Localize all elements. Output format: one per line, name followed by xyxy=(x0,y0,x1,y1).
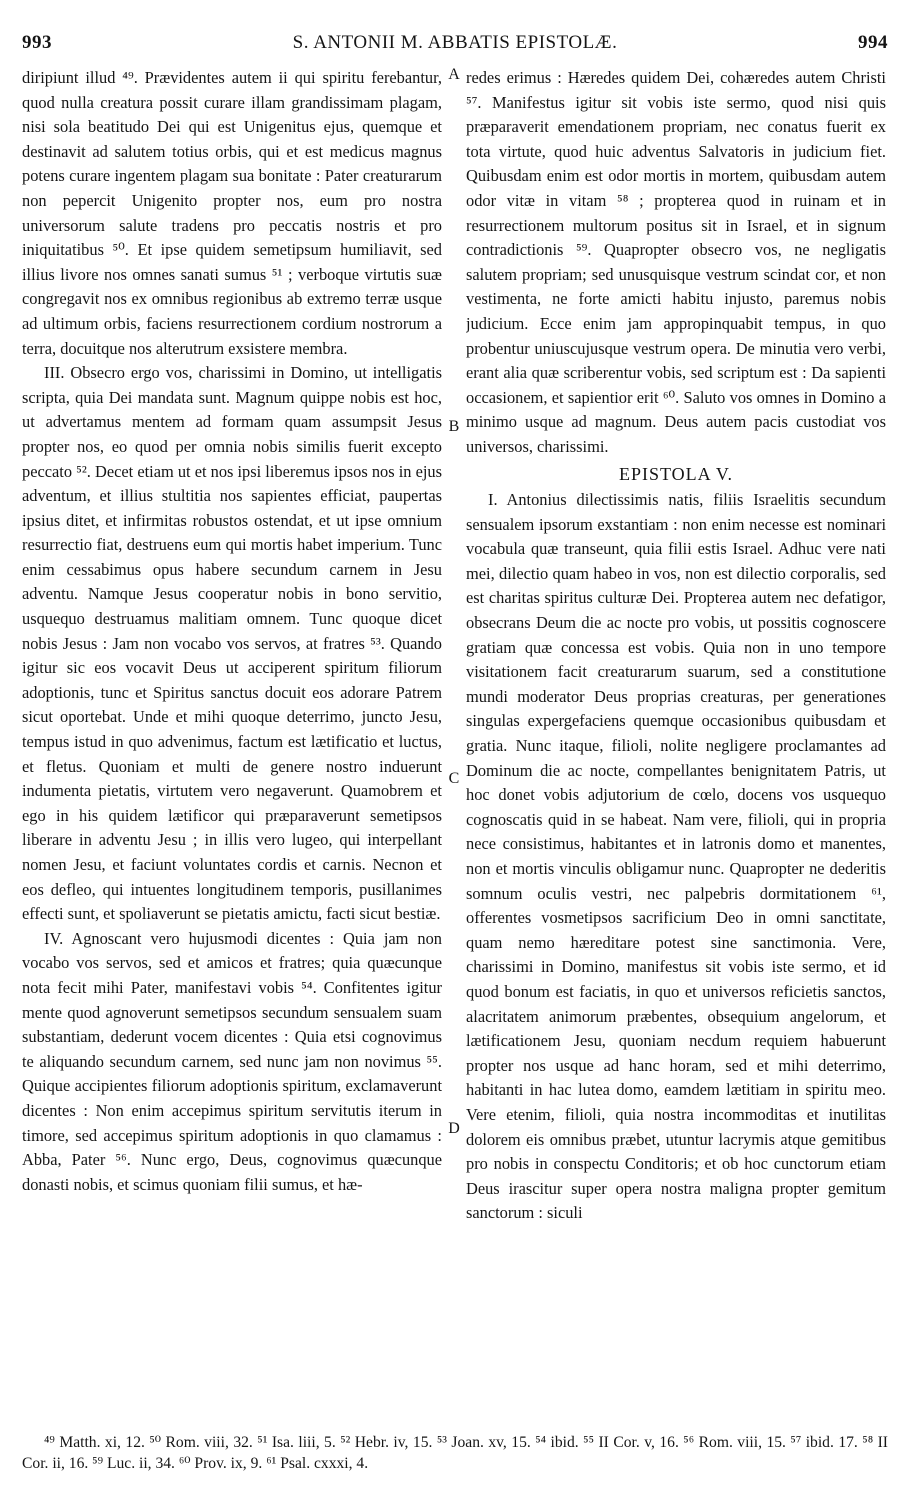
paragraph-right-1: redes erimus : Hæredes quidem Dei, cohæredes autem Christi ⁵⁷. Manifestus igitur sit vobis iste sermo, quod nisi quis præparaverit emendationem propriam, nec conatus fuerit ex tota virtute, quod huic adventus Salvatoris in judicium fiet. Quibusdam enim est odor mortis in mortem, quibusdam autem odor vitæ in vitam ⁵⁸ ; propterea quod in ruinam et in resurrectionem multorum positus sit in Israel, et in signum contradictionis ⁵⁹. Quapropter obsecro vos, ne negligatis salutem propriam; sed unusquisque vestrum scindat cor, et non vestimenta, ne forte amicti habitu injusto, paremus nobis judicium. Ecce enim jam appropinquabit tempus, in quo probentur uniuscujusque vestrum opera. De minutia vero verbi, erant alia quæ scriberentur vobis, sed scriptum est : Da sapienti occasionem, et sapientior erit ⁶⁰. Saluto vos omnes in Domino a minimo usque ad magnum. Deus autem pacis custodiat vos universos, charissimi. xyxy=(466,68,886,456)
footnotes xyxy=(22,1432,888,1474)
left-column xyxy=(22,66,442,1421)
margin-letter-a: A xyxy=(448,66,460,83)
margin-letter-d: D xyxy=(448,1120,460,1137)
margin-letter-c: C xyxy=(448,770,460,787)
page-number-right: 994 xyxy=(858,32,888,53)
paragraph-left-1: diripiunt illud ⁴⁹. Prævidentes autem ii qui spiritu ferebantur, quod nulla creatura possit curare illam grandissimam plagam, nisi sola beatitudo Dei qui est Unigenitus ejus, quemque et destinavit ad salutem totius orbis, qui et est medicus magnus potens curare ingentem plagam sua bonitate : Pater creaturarum non pepercit Unigenito propter nos, eum pro nostra universorum salute tradens pro peccatis nostris et pro iniquitatibus ⁵⁰. Et ipse quidem semetipsum humiliavit, sed illius livore nos omnes sanati sumus ⁵¹ ; verboque virtutis suæ congregavit nos ex omnibus regionibus ab extremo terræ usque ad ultimum orbis, faciens resurrectionem cordium nostrorum a terra, docuitque nos alterutrum exsistere membra. xyxy=(22,68,442,358)
page-number-left: 993 xyxy=(22,32,52,53)
paragraph-left-3: IV. Agnoscant vero hujusmodi dicentes : Quia jam non vocabo vos servos, sed et amicos et fratres; quia quæcunque nota fecit mihi Pater, manifestavi vobis ⁵⁴. Confitentes igitur mente quod agnoverunt semetipsos secundum sensualem suam substantiam, dederunt vocem dicentes : Quia etsi cognovimus te aliquando secundum carnem, sed nunc jam non novimus ⁵⁵. Quique accipientes filiorum adoptionis spiritum, exclamaverunt dicentes : Non enim accepimus spiritum servitutis iterum in timore, sed accepimus spiritum adoptionis in quo clamamus : Abba, Pater ⁵⁶. Nunc ergo, Deus, cognovimus quæcunque donasti nobis, et scimus quoniam filii sumus, et hæ- xyxy=(22,928,442,1194)
paragraph-right-2: I. Antonius dilectissimis natis, filiis Israelitis secundum sensualem ipsorum exstantiam : non enim necesse est nominari vocabula quæ transeunt, quia filii estis Israel. Adhuc vere nati mei, dilectio quam habeo in vos, non est dilectio corporalis, sed est charitas spiritus culturæ Dei. Propterea autem nec defatigor, obsecrans Deum die ac nocte pro vobis, ut possitis cognoscere gratiam quæ concessa est vobis. Quia non in uno tempore visitationem facit creaturarum suarum, sed a constitutione mundi moderator Deus proprias creaturas, per generationes singulas expergefaciens quemque occasionibus quibusdam et gratia. Nunc itaque, filioli, nolite negligere proclamantes ad Dominum die ac nocte, compellantes benignitatem Patris, ut hoc donet vobis adjutorium de cœlo, docens vos usquequo cognoscatis quid in se habeat. Nam vere, filioli, qui in propria nece consistimus, habitantes et in latronis domo et manentes, non et mortis vinculis obligamur nunc. Quapropter ne dederitis somnum oculis vestri, nec palpebris dormitationem ⁶¹, offerentes vosmetipsos sacrificium Deo in omni sanctitate, quam nemo hæreditare potest sine sanctimonia. Vere, charissimi in Domino, manifestus sit vobis iste sermo, et id quod bonum est faciatis, in quo et universos reficietis sanctos, alacritatem animorum præbentes, obsequium angelorum, et lætificationem Jesu, quoniam necdum requiem habuerunt propter nos usque ad hanc horam, sed et mihi deterrimo, habitanti in hac lutea domo, eamdem lætitiam in spiritu meo. Vere etenim, filioli, quia nostra incommoditas et inutilitas dolorem eis omnibus præbet, utuntur lacrymis atque gemitibus pro nobis in conspectu Conditoris; et ob hoc cunctorum etiam Deus irascitur super opera nostra maligna propter gemitum sanctorum : siculi xyxy=(466,490,886,1223)
right-column xyxy=(466,66,886,1421)
page-header xyxy=(22,32,888,62)
margin-letter-b: B xyxy=(448,418,460,435)
paragraph-left-2: III. Obsecro ergo vos, charissimi in Domino, ut intelligatis scripta, quia Dei mandata sunt. Magnum quippe nobis est hoc, ut advertamus mentem ad formam quam assumpsit Jesus propter nos, eo quod per omnia nobis similis fuerit excepto peccato ⁵². Decet etiam ut et nos ipsi liberemus ipsos nos in ejus adventum, et illius stultitia nos sapientes efficiat, paupertas ipsius ditet, et infirmitas robustos ostendat, et ut ipse omnium resurrectio fiat, destruens eum qui mortis habet imperium. Tunc enim cessabimus opus habere secundum carnem in Jesu adventu. Namque Jesus cooperatur nobis in bono servitio, usquequo destruamus malitiam omnem. Tunc quoque dicet nobis Jesus : Jam non vocabo vos servos, at fratres ⁵³. Quando igitur sic eos vocavit Deus ut acciperent spiritum filiorum adoptionis, tunc et Spiritus sanctus docuit eos adorare Patrem sicut oportebat. Unde et mihi quoque deterrimo, juncto Jesu, tempus istud in quo advenimus, factum est lætificatio et luctus, et fletus. Quoniam et multi de genere nostro induerunt indumenta pietatis, virtutem vero negaverunt. Quamobrem et ego in his quidem lætificor qui præparaverunt semetipsos liberare in adventu Jesu ; in illis vero lugeo, qui interpellant nomen Jesu, et faciunt voluntates cordis et carnis. Necnon et eos defleo, qui intuentes longitudinem temporis, pusillanimes effecti sunt, et spoliaverunt se pietatis amictu, facti sicut bestiæ. xyxy=(22,363,442,924)
epistola-heading: EPISTOLA V. xyxy=(618,463,734,484)
footnotes-text: ⁴⁹ Matth. xi, 12. ⁵⁰ Rom. viii, 32. ⁵¹ Isa. liii, 5. ⁵² Hebr. iv, 15. ⁵³ Joan. xv, 15. ⁵⁴ ibid. ⁵⁵ II Cor. v, 16. ⁵⁶ Rom. viii, 15. ⁵⁷ ibid. 17. ⁵⁸ II Cor. ii, 16. ⁵⁹ Luc. ii, 34. ⁶⁰ Prov. ix, 9. ⁶¹ Psal. cxxxi, 4. xyxy=(22,1434,888,1472)
running-title: S. ANTONII M. ABBATIS EPISTOLÆ. xyxy=(292,32,618,53)
